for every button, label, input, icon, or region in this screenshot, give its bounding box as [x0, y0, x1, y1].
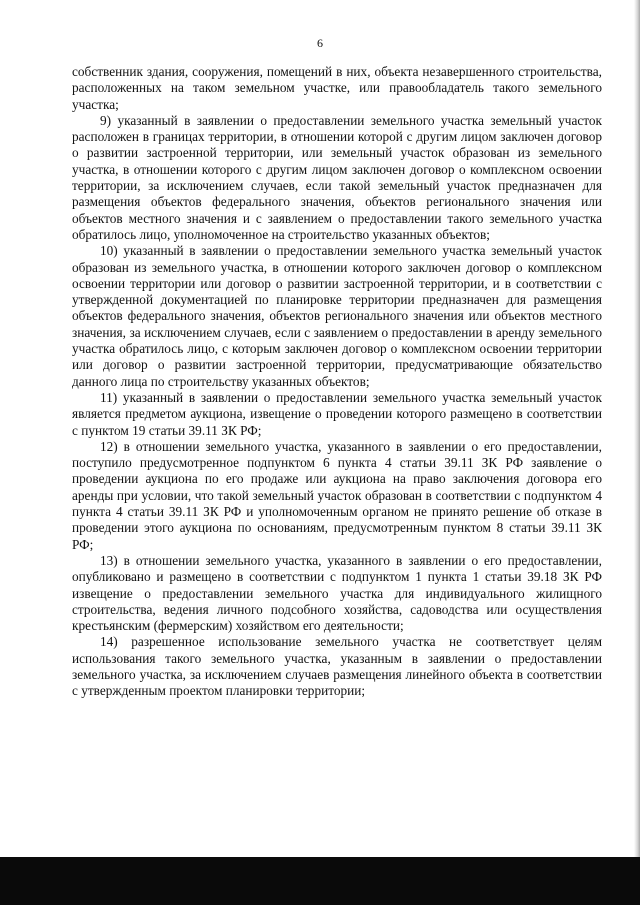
- paragraph-item-10: 10) указанный в заявлении о предоставлении земельного участка земельный участок образован из земельного участка, в отношении которого заключен договор о комплексном освоении территории или договор о развитии застроенной территории, и в соответствии с утвержденной документацией по планировке территории предназначен для размещения объектов федерального значения, объектов регионального значения или объектов местного значения, за исключением случаев, если с заявлением о предоставлении в аренду земельного участка обратилось лицо, с которым заключен договор о комплексном освоении территории или договор о развитии застроенной территории, предусматривающие обязательство данного лица по строительству указанных объектов;: [72, 243, 602, 389]
- paragraph-item-13: 13) в отношении земельного участка, указанного в заявлении о его предоставлении, опубликовано и размещено в соответствии с подпунктом 1 пункта 1 статьи 39.18 ЗК РФ извещение о предоставлении земельного участка для индивидуального жилищного строительства, ведения личного подсобного хозяйства, садоводства или осуществления крестьянским (фермерским) хозяйством его деятельности;: [72, 552, 602, 634]
- paragraph-continuation: собственник здания, сооружения, помещений в них, объекта незавершенного строительства, расположенных на таком земельном участке, или правообладатель такого земельного участка;: [72, 64, 602, 112]
- scan-edge-shadow: [634, 0, 640, 905]
- document-body: [72, 64, 602, 700]
- page-number: 6: [317, 36, 323, 50]
- paragraph-item-9: 9) указанный в заявлении о предоставлении земельного участка земельный участок расположен в границах территории, в отношении которой с другим лицом заключен договор о развитии застроенной территории, или земельный участок образован из земельного участка, в отношении которого с другим лицом заключен договор о комплексном освоении территории, за исключением случаев, если такой земельный участок предназначен для размещения объектов федерального значения, объектов регионального значения или объектов местного значения и с заявлением о предоставлении такого земельного участка обратилось лицо, уполномоченное на строительство указанных объектов;: [72, 112, 602, 242]
- paragraph-item-11: 11) указанный в заявлении о предоставлении земельного участка земельный участок является предметом аукциона, извещение о проведении которого размещено в соответствии с пунктом 19 статьи 39.11 ЗК РФ;: [72, 389, 602, 438]
- paragraph-item-14: 14) разрешенное использование земельного участка не соответствует целям использования такого земельного участка, указанным в заявлении о предоставлении земельного участка, за исключением случаев размещения линейного объекта в соответствии с утвержденным проектом планировки территории;: [72, 634, 602, 699]
- paragraph-item-12: 12) в отношении земельного участка, указанного в заявлении о его предоставлении, поступило предусмотренное подпунктом 6 пункта 4 статьи 39.11 ЗК РФ заявление о проведении аукциона по его продаже или аукциона на право заключения договора его аренды при условии, что такой земельный участок образован в соответствии с подпунктом 4 пункта 4 статьи 39.11 ЗК РФ и уполномоченным органом не принято решение об отказе в проведении этого аукциона по основаниям, предусмотренным пунктом 8 статьи 39.11 ЗК РФ;: [72, 438, 602, 552]
- scan-bottom-border: [0, 857, 640, 905]
